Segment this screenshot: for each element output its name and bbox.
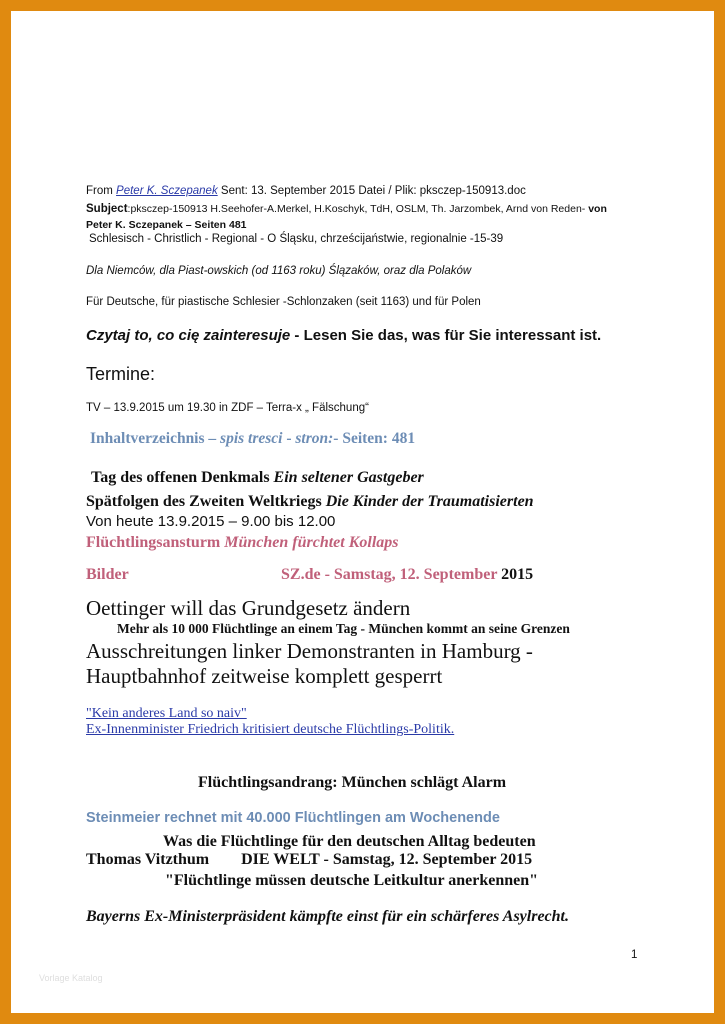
toc-part-d: stron: <box>295 430 334 447</box>
sz-year: 2015 <box>501 566 534 583</box>
lesen-text: Lesen Sie das, was für Sie interessant ist. <box>303 327 602 344</box>
watermark: Vorlage Katalog <box>39 973 103 983</box>
document-page <box>11 11 714 1013</box>
spaetfolgen-title: Spätfolgen des Zweiten Weltkriegs <box>86 493 326 510</box>
polish-dedication: Dla Niemców, dla Piast-owskich (od 1163 roku) Ślązaków, oraz dla Polaków <box>86 265 472 277</box>
vitzthum-line: Thomas Vitzthum DIE WELT - Samstag, 12. September 2015 <box>86 851 533 868</box>
czytaj-text: Czytaj to, co cię zainteresuje <box>86 327 291 344</box>
toc-part-e: - Seiten: 481 <box>333 430 416 447</box>
toc-heading <box>90 430 415 448</box>
subject-label: Subject <box>86 203 128 215</box>
page-number: 1 <box>631 949 638 961</box>
andrang-headline: Flüchtlingsandrang: München schlägt Alarm <box>198 774 507 791</box>
german-dedication: Für Deutsche, für piastische Schlesier -Schlonzaken (seit 1163) und für Polen <box>86 296 481 308</box>
toc-part-b: spis tresci <box>220 430 283 447</box>
von-heute-line: Von heute 13.9.2015 – 9.00 bis 12.00 <box>86 513 336 530</box>
ansturm-subtitle: München fürchtet Kollaps <box>224 534 399 551</box>
bilder-label: Bilder <box>86 566 129 583</box>
spaetfolgen-subtitle: Die Kinder der Traumatisierten <box>325 493 534 510</box>
sent-text: Sent: 13. September 2015 Datei / Plik: pksczep-150913.doc <box>220 185 526 197</box>
motto-line: Schlesisch - Christlich - Regional - O Śląsku, chrześcijaństwie, regionalnie -15-39 <box>89 233 504 245</box>
sender-link[interactable]: Peter K. Sczepanek <box>116 185 218 197</box>
from-label: From <box>86 185 113 197</box>
termine-heading: Termine: <box>86 364 156 384</box>
oettinger-headline: Oettinger will das Grundgesetz ändern <box>86 596 411 620</box>
spaetfolgen-line <box>86 493 534 511</box>
ansturm-title: Flüchtlingsansturm <box>86 534 225 551</box>
leitkultur-line: "Flüchtlinge müssen deutsche Leitkultur anerkennen" <box>165 872 539 889</box>
tv-line: TV – 13.9.2015 um 19.30 in ZDF – Terra-x „ Fälschung“ <box>86 402 369 414</box>
denkmal-line <box>91 469 424 487</box>
was-die-line: Was die Flüchtlinge für den deutschen Alltag bedeuten <box>163 833 536 850</box>
bayern-line: Bayerns Ex-Ministerpräsident kämpfte einst für ein schärferes Asylrecht. <box>86 908 569 925</box>
ausschreitungen-line-1: Ausschreitungen linker Demonstranten in Hamburg - <box>86 639 533 663</box>
steinmeier-line: Steinmeier rechnet mit 40.000 Flüchtlingen am Wochenende <box>86 810 500 826</box>
sz-line <box>281 566 533 584</box>
denkmal-subtitle: Ein seltener Gastgeber <box>273 469 424 486</box>
ausschreitungen-line-2: Hauptbahnhof zeitweise komplett gesperrt <box>86 664 443 688</box>
author-line: Peter K. Sczepanek – Seiten 481 <box>86 219 247 231</box>
denkmal-title: Tag des offenen Denkmals <box>91 469 274 486</box>
ex-innenminister-link[interactable]: Ex-Innenminister Friedrich kritisiert deutsche Flüchtlings-Politik. <box>86 722 455 737</box>
mehr-fluechtlinge-line: Mehr als 10 000 Flüchtlinge an einem Tag - München kommt an seine Grenzen <box>117 621 570 636</box>
toc-part-a: Inhaltverzeichnis – <box>90 430 221 447</box>
subject-line <box>86 203 607 215</box>
subject-text: :pksczep-150913 H.Seehofer-A.Merkel, H.Koschyk, TdH, OSLM, Th. Jarzombek, Arnd von Reden- <box>127 203 586 215</box>
dash-separator: - <box>290 327 304 344</box>
fluechtlingsansturm-line <box>86 534 399 552</box>
toc-part-c: - <box>282 430 296 447</box>
sz-date: SZ.de - Samstag, 12. September <box>281 566 502 583</box>
from-line <box>86 185 526 197</box>
read-what-interests <box>86 327 601 344</box>
subject-von: von <box>585 203 607 215</box>
kein-land-link[interactable]: "Kein anderes Land so naiv" <box>86 706 247 721</box>
